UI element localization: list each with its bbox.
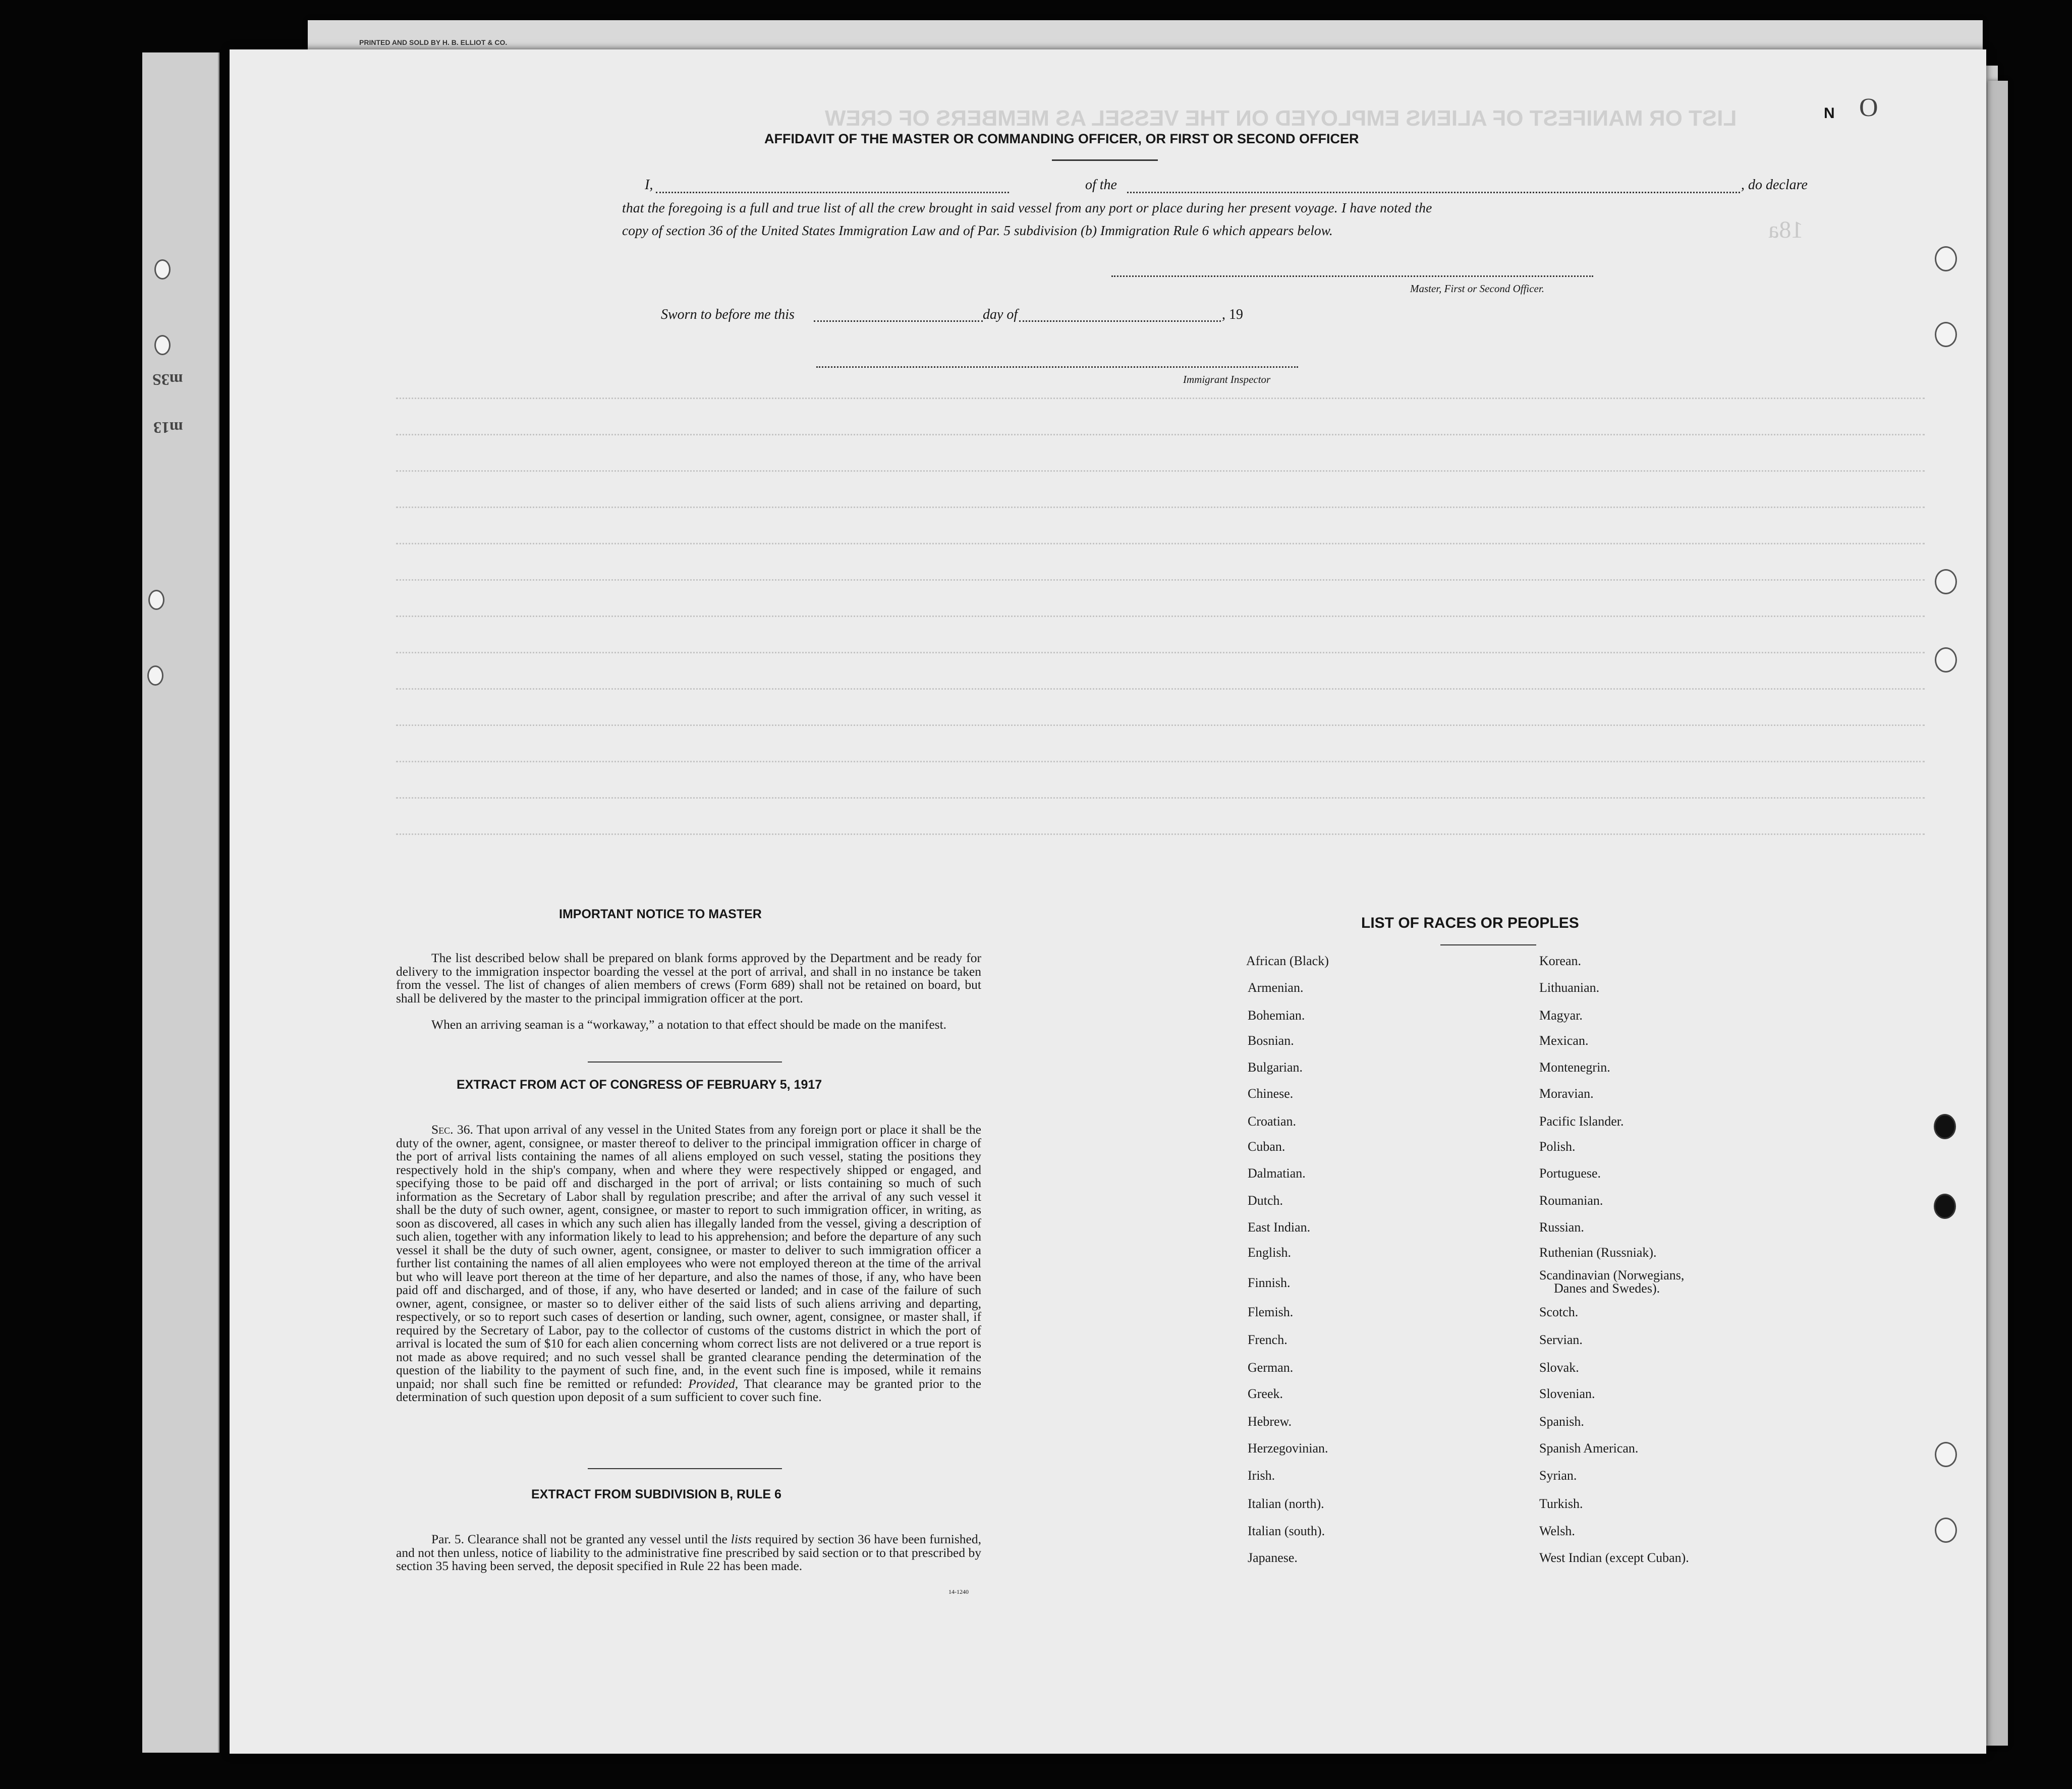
show-through-row [396,833,1925,835]
show-through-row [396,507,1925,508]
race-item: Turkish. [1539,1496,1583,1511]
race-item: Bosnian. [1248,1033,1294,1048]
race-item: Spanish. [1539,1414,1584,1429]
notice-paragraph-2 [396,1018,981,1032]
race-item: Chinese. [1248,1086,1294,1101]
master-signature-field[interactable] [1111,275,1593,277]
extract-act-proviso-text: That clearance may be granted prior to the determination of such question upon deposit of a sum sufficient to cover such fine. [396,1376,981,1404]
affidavit-i: I, [645,177,653,193]
show-through-row [396,434,1925,435]
race-item: Portuguese. [1539,1166,1601,1181]
affidavit-line-2: that the foregoing is a full and true list of all the crew brought in said vessel from any port or place during her present voyage. I have noted the [622,200,1432,215]
binder-hole-icon [154,335,171,355]
race-item: Syrian. [1539,1468,1577,1483]
inspector-label: Immigrant Inspector [1183,373,1271,385]
race-item: Ruthenian (Russniak). [1539,1245,1657,1260]
show-through-row [396,652,1925,653]
master-signature-label: Master, First or Second Officer. [1410,283,1544,295]
race-item: Irish. [1248,1468,1275,1483]
affidavit-vessel-field[interactable] [1127,192,1740,193]
race-item: Pacific Islander. [1539,1114,1624,1129]
binder-hole-icon [148,590,164,610]
sworn-day-of: day of [983,307,1018,322]
binder-hole-icon [1935,1442,1957,1467]
binder-hole-icon [1935,1518,1957,1543]
margin-mark-2: m13 [153,419,183,437]
races-title-rule [1440,944,1536,945]
extract-rule-text-a: Par. 5. Clearance shall not be granted any vessel until the [431,1532,727,1546]
races-title: LIST OF RACES OR PEOPLES [1361,915,1579,931]
affidavit-title: AFFIDAVIT OF THE MASTER OR COMMANDING OFFICER, OR FIRST OR SECOND OFFICER [764,131,1359,146]
show-through-row [396,470,1925,472]
race-item: Scandinavian (Norwegians, [1539,1268,1685,1282]
sworn-year: , 19 [1222,307,1243,322]
race-item: Hebrew. [1248,1414,1292,1429]
show-through-row [396,688,1925,690]
corner-mark: O [1859,93,1878,122]
race-item: Welsh. [1539,1524,1575,1538]
race-item: English. [1248,1245,1291,1260]
affidavit-name-field[interactable] [656,192,1009,193]
race-item: Japanese. [1248,1550,1298,1565]
underlying-page-right-2 [1988,81,2008,1746]
race-item: Korean. [1539,954,1582,968]
show-through-row [396,724,1925,726]
race-item: Bohemian. [1248,1008,1305,1023]
race-item: Flemish. [1248,1305,1294,1319]
form-number: 14-1240 [948,1588,969,1595]
notice-paragraph-1 [396,952,981,1005]
extract-act-rule [588,1468,782,1469]
affidavit-of-the: of the [1085,177,1117,193]
race-item: Servian. [1539,1332,1583,1347]
extract-rule-title: EXTRACT FROM SUBDIVISION B, RULE 6 [531,1487,781,1501]
race-item: Mexican. [1539,1033,1589,1048]
race-item: Danes and Swedes). [1554,1281,1660,1296]
race-item: African (Black) [1246,954,1329,968]
extract-act-title: EXTRACT FROM ACT OF CONGRESS OF FEBRUARY 5, 1917 [457,1078,822,1092]
race-item: Slovak. [1539,1360,1579,1375]
race-item: Polish. [1539,1139,1576,1154]
race-item: Montenegrin. [1539,1060,1610,1075]
binder-hole-icon [1935,322,1957,347]
race-item: Finnish. [1248,1275,1291,1290]
binder-hole-icon [147,665,163,686]
binder-hole-icon [1935,246,1957,271]
sworn-day-field[interactable] [814,320,983,322]
show-through-row [396,616,1925,617]
race-item: Roumanian. [1539,1193,1603,1208]
show-through-row [396,797,1925,799]
race-item: Russian. [1539,1220,1584,1235]
page-mark: N [1824,105,1835,122]
race-item: French. [1248,1332,1287,1347]
extract-rule-text [396,1533,981,1573]
left-margin-strip [142,52,219,1753]
extract-act-body: That upon arrival of any vessel in the United States from any foreign port or place it shall be the duty of the owner, agent, consignee, or master thereof to deliver to the principal immigration officer in charge of the port of arrival lists containing the names of all aliens employed on such vessel, stating the positions they respectively hold in the ship's company, when and where they were respectively shipped or engaged, and specifying those to be paid off and discharged in the port of arrival; or lists containing so much of such information as the Secretary of Labor shall by regulation prescribe; and after the arrival of any such vessel it shall be the duty of such owner, agent, consignee, or master to report to such immigration officer, in writing, as soon as discovered, all cases in which any such alien has illegally landed from the vessel, giving a description of such alien, together with any information likely to lead to his apprehension; and before the departure of any such vessel it shall be the duty of such owner, agent, consignee, or master to deliver to such immigration officer a further list containing the names of all alien employees who were not employed thereon at the time of the arrival but who will leave port thereon at the time of her departure, and also the names of those, if any, who have been paid off and discharged, and of those, if any, who have deserted or landed; and in case of the failure of such owner, agent, consignee, or master so to deliver either of the said lists of such aliens arriving and departing, respectively, or so to report such cases of desertion or landing, such owner, agent, consignee, or master shall, if required by the Secretary of Labor, pay to the collector of customs of the customs district in which the port of arrival is located the sum of $10 for each alien concerning whom correct lists are not delivered or a true report is not made as above required; and no such vessel shall be granted clearance pending the determination of the question of the liability to the payment of such fine, and, in the event such fine is imposed, while it remains unpaid; nor shall such fine be remitted or refunded: [396,1122,982,1391]
binder-hole-icon [154,259,171,279]
show-through-heading: LIST OR MANIFEST OF ALIENS EMPLOYED ON THE VESSEL AS MEMBERS OF CREW [825,106,1737,131]
notice-title: IMPORTANT NOTICE TO MASTER [559,907,762,921]
show-through-row [396,761,1925,762]
extract-rule-text-b: required by section 36 have been furnished, and not then unless, notice of liability to the administrative fine prescribed by said section or to that prescribed by section 35 having been served, the deposit specified in Rule 22 has been made. [396,1532,981,1573]
race-item: Armenian. [1248,980,1304,995]
notice-paragraph-1-text: The list described below shall be prepared on blank forms approved by the Department and be ready for delivery to the immigration inspector boarding the vessel at the port of arrival, and shall in no instance be taken from the vessel. The list of changes of alien members of crews (Form 689) shall not be retained on board, but shall be delivered by the master to the principal immigration officer at the port. [396,951,981,1005]
binder-hole-icon [1935,569,1957,594]
show-through-row [396,579,1925,581]
race-item: Croatian. [1248,1114,1297,1129]
race-item: Bulgarian. [1248,1060,1303,1075]
affidavit-line-3: copy of section 36 of the United States Immigration Law and of Par. 5 subdivision (b) Immigration Rule 6 which appears below. [622,222,1333,238]
race-item: German. [1248,1360,1294,1375]
race-item: Spanish American. [1539,1441,1639,1456]
race-item: Herzegovinian. [1248,1441,1328,1456]
race-item: Italian (south). [1248,1524,1325,1538]
race-item: Dutch. [1248,1193,1283,1208]
document-page [230,49,1986,1754]
notice-rule [588,1061,782,1063]
extract-rule-lists: lists [731,1532,752,1546]
show-through-row [396,543,1925,544]
show-through-row [396,398,1925,399]
printer-imprint: PRINTED AND SOLD BY H. B. ELLIOT & CO. [359,38,508,46]
binder-hole-icon [1935,647,1957,673]
race-item: Lithuanian. [1539,980,1600,995]
race-item: Moravian. [1539,1086,1594,1101]
binder-hole-icon [1934,1194,1956,1219]
affidavit-declare: , do declare [1741,177,1808,193]
race-item: Scotch. [1539,1305,1579,1319]
notice-paragraph-2-text: When an arriving seaman is a “workaway,” a notation to that effect should be made on the manifest. [431,1017,947,1032]
race-item: Cuban. [1248,1139,1285,1154]
sworn-prefix: Sworn to before me this [661,307,795,322]
race-item: West Indian (except Cuban). [1539,1550,1689,1565]
affidavit-title-rule [1052,159,1158,161]
race-item: Dalmatian. [1248,1166,1306,1181]
show-through-number: 18a [1768,216,1804,243]
extract-act-text [396,1123,981,1404]
margin-mark-1: m3S [152,371,183,389]
race-item: Italian (north). [1248,1496,1324,1511]
race-item: Greek. [1248,1386,1283,1401]
race-item: East Indian. [1248,1220,1311,1235]
binder-hole-icon [1934,1114,1956,1139]
race-item: Slovenian. [1539,1386,1595,1401]
extract-act-proviso-label: Provided, [688,1376,739,1391]
inspector-signature-field[interactable] [816,366,1298,368]
race-item: Magyar. [1539,1008,1583,1023]
extract-act-section-label: Sec. 36. [431,1122,473,1137]
sworn-month-field[interactable] [1019,320,1221,322]
